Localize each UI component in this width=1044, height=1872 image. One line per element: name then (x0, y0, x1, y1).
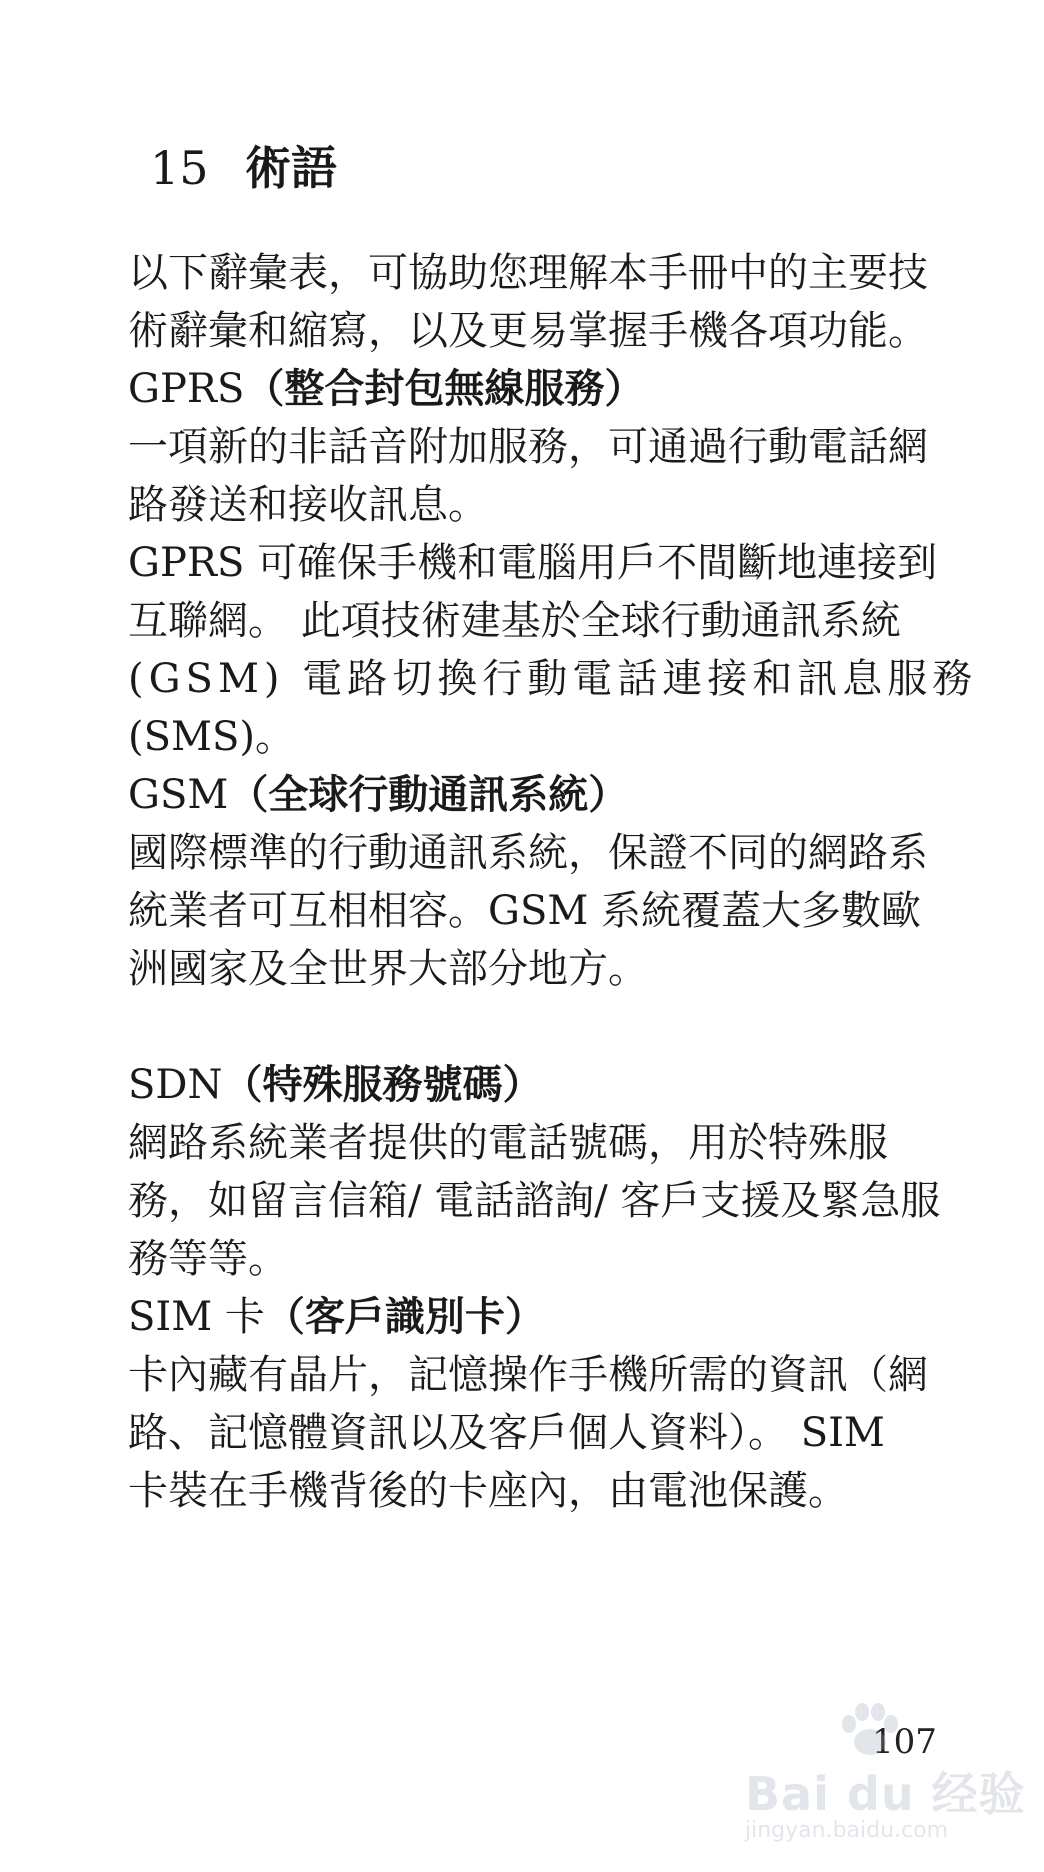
term-heading (128, 766, 928, 824)
watermark-logo: Bai du 经验 (745, 1767, 1026, 1821)
body-text-line: 以下辭彙表，可協助您理解本手冊中的主要技 (128, 250, 928, 296)
chapter-title: 術語 (245, 141, 337, 195)
body-text-line: 卡內藏有晶片，記憶操作手機所需的資訊（網 (128, 1352, 928, 1398)
paragraph-gap (128, 998, 928, 1056)
body-text-line: 務，如留言信箱/ 電話諮詢/ 客戶支援及緊急服 (128, 1178, 941, 1224)
body-text-line: (SMS)。 (128, 714, 295, 760)
body-text-line: 網路系統業者提供的電話號碼，用於特殊服 (128, 1120, 888, 1166)
term-heading (128, 360, 928, 418)
paw-icon (835, 1700, 905, 1760)
body-text-line: 術辭彙和縮寫，以及更易掌握手機各項功能。 (128, 308, 928, 354)
body-text-line: 統業者可互相相容。GSM 系統覆蓋大多數歐 (128, 888, 922, 934)
body-text-line: 路發送和接收訊息。 (128, 482, 488, 528)
body-text-line: 路、記憶體資訊以及客戶個人資料）。 SIM (128, 1410, 885, 1456)
term-heading (128, 1288, 928, 1346)
term-abbreviation: SIM 卡 (128, 1294, 265, 1340)
body-text-line: 互聯網。 此項技術建基於全球行動通訊系統 (128, 598, 901, 644)
baidu-watermark (735, 1700, 1026, 1850)
term-abbreviation: GSM (128, 772, 229, 818)
term-abbreviation: SDN (128, 1062, 223, 1108)
term-abbreviation: GPRS (128, 366, 245, 412)
body-text-line: 國際標準的行動通訊系統，保證不同的網路系 (128, 830, 928, 876)
body-text-line: 洲國家及全世界大部分地方。 (128, 946, 648, 992)
body-text-line: (GSM) 電路切換行動電話連接和訊息服務 (128, 656, 978, 702)
body-text-line: 一項新的非話音附加服務，可通過行動電話網 (128, 424, 928, 470)
body-text-line: 務等等。 (128, 1236, 288, 1282)
term-full-name: （全球行動通訊系統） (228, 771, 629, 818)
watermark-url: jingyan.baidu.com (745, 1818, 949, 1843)
body-text-line: 卡裝在手機背後的卡座內，由電池保護。 (128, 1468, 848, 1514)
body-text-line: GPRS 可確保手機和電腦用戶不間斷地連接到 (128, 540, 938, 586)
term-heading (128, 1056, 928, 1114)
glossary-content (128, 244, 978, 1520)
term-full-name: （特殊服務號碼） (222, 1061, 543, 1108)
term-full-name: （整合封包無線服務） (244, 365, 645, 412)
chapter-number: 15 (150, 141, 209, 195)
chapter-heading (150, 138, 337, 198)
page-number: 107 (872, 1722, 937, 1762)
term-full-name: （客戶識別卡） (264, 1293, 545, 1340)
